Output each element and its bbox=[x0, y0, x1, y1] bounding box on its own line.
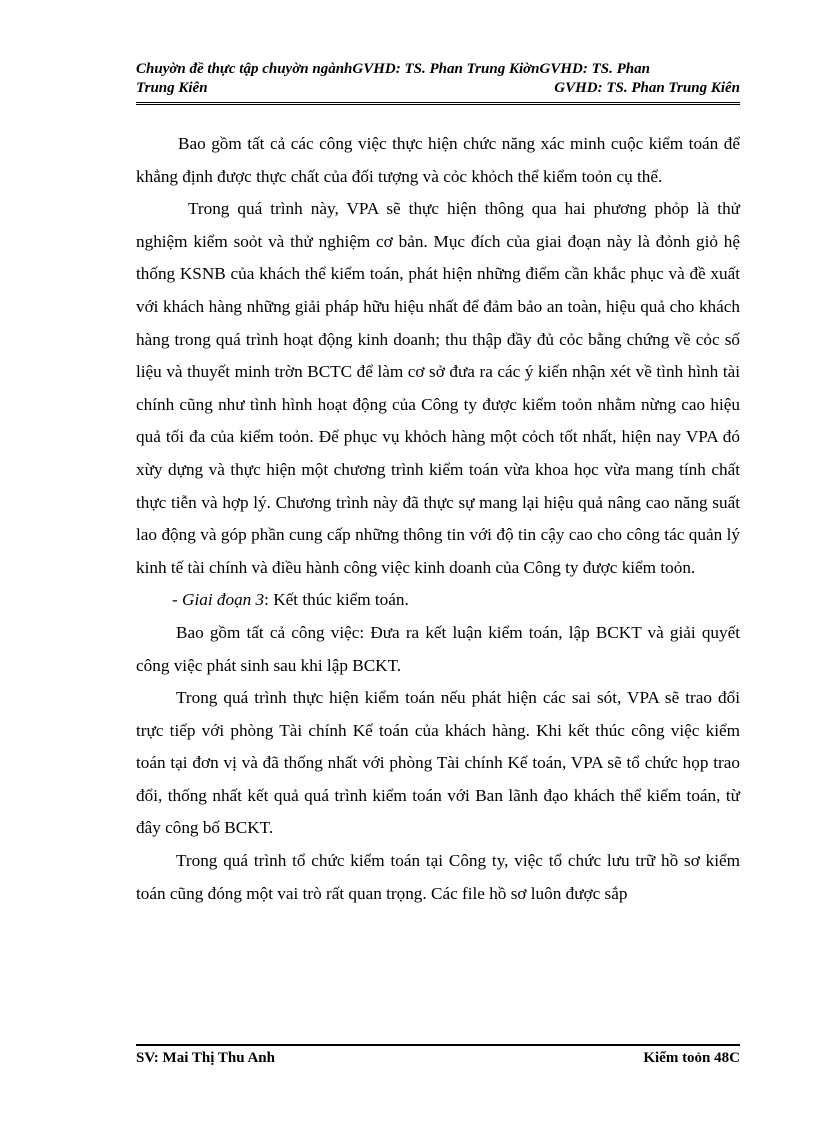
header-line-1: Chuyờn đề thực tập chuyờn ngànhGVHD: TS. Phan Trung KiờnGVHD: TS. Phan bbox=[136, 61, 650, 77]
page-footer bbox=[136, 1049, 740, 1068]
header-line-2-left: Trung Kiên bbox=[136, 80, 208, 96]
stage-prefix: - bbox=[172, 590, 183, 610]
stage-3-heading bbox=[136, 584, 740, 617]
stage-label: Giai đoạn 3 bbox=[182, 590, 265, 610]
footer-class: Kiểm toỏn 48C bbox=[643, 1050, 740, 1066]
header-line-2-right: GVHD: TS. Phan Trung Kiên bbox=[554, 80, 740, 96]
paragraph-3: Bao gồm tất cả công việc: Đưa ra kết luận kiểm toán, lập BCKT và giải quyết công việc phát sinh sau khi lập BCKT. bbox=[136, 622, 740, 675]
paragraph-2: Trong quá trình này, VPA sẽ thực hiện thông qua hai phương phỏp là thử nghiệm kiểm soỏt và thử nghiệm cơ bản. Mục đích của giai đoạn này là đỏnh giỏ hệ thống KSNB của khách thể kiểm toán, phát hiện những điểm cần khắc phục và đề xuất với khách hàng những giải pháp hữu hiệu nhất để đảm bảo an toàn, hiệu quả cho khách hàng trong quá trình hoạt động kinh doanh; thu thập đầy đủ cỏc bằng chứng về cỏc số liệu và thuyết minh trờn BCTC để làm cơ sở đưa ra các ý kiến nhận xét về tình hình tài chính cũng như tình hình hoạt động của Công ty được kiểm toỏn nhằm nừng cao hiệu quả tối đa của kiểm toỏn. Để phục vụ khỏch hàng một cỏch tốt nhất, hiện nay VPA đó xừy dựng và thực hiện một chương trình kiểm toán vừa khoa học vừa mang tính chất thực tiễn và hợp lý. Chương trình này đã thực sự mang lại hiệu quả nâng cao năng suất lao động và góp phần cung cấp những thông tin với độ tin cậy cao cho công tác quản lý kinh tế tài chính và điều hành công việc kinh doanh của Công ty được kiểm toỏn. bbox=[136, 199, 740, 577]
paragraph-1: Bao gồm tất cả các công việc thực hiện chức năng xác minh cuộc kiểm toán để khẳng định được thực chất của đối tượng và cỏc khỏch thể kiểm toỏn cụ thể. bbox=[136, 134, 740, 186]
paragraph-4: Trong quá trình thực hiện kiểm toán nếu phát hiện các sai sót, VPA sẽ trao đổi trực tiếp với phòng Tài chính Kế toán của khách hàng. Khi kết thúc công việc kiểm toán tại đơn vị và đã thống nhất với phòng Tài chính Kế toán, VPA sẽ tổ chức họp trao đổi, thống nhất kết quả quá trình kiểm toán với Ban lãnh đạo khách thể kiểm toán, từ đây công bố BCKT. bbox=[136, 688, 740, 838]
footer-student: SV: Mai Thị Thu Anh bbox=[136, 1050, 275, 1066]
page-header bbox=[136, 60, 740, 98]
paragraph-5: Trong quá trình tổ chức kiểm toán tại Công ty, việc tổ chức lưu trữ hồ sơ kiểm toán cũng đóng một vai trò rất quan trọng. Các file hồ sơ luôn được sắp bbox=[136, 851, 740, 903]
footer-divider bbox=[136, 1044, 740, 1046]
stage-text: : Kết thúc kiểm toán. bbox=[264, 590, 409, 610]
header-divider bbox=[136, 102, 740, 105]
header-line-2 bbox=[136, 79, 740, 98]
document-body bbox=[136, 128, 740, 910]
